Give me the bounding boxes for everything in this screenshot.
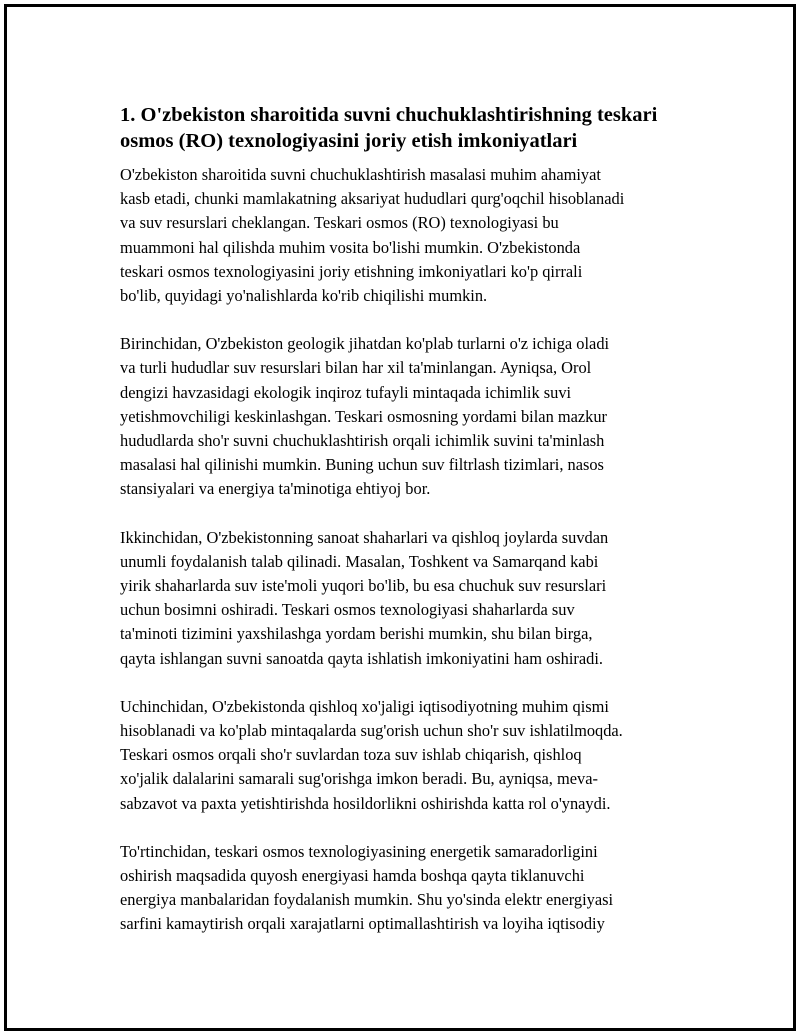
- paragraph-third: Uchinchidan, O'zbekistonda qishloq xo'jaligi iqtisodiyotning muhim qismi hisoblanadi va ko'plab mintaqalarda sug'orish uchun sho'r suv ishlatilmoqda. Teskari osmos orqali sho'r suvlardan toza suv ishlab chiqarish, qishloq xo'jalik dalalarini samarali sug'orishga imkon beradi. Bu, ayniqsa, meva- sabzavot va paxta yetishtirishda hosildorlikni oshirishda katta rol o'ynaydi.: [120, 696, 623, 813]
- paragraph-fourth: To'rtinchidan, teskari osmos texnologiyasining energetik samaradorligini oshirish maqsadida quyosh energiyasi hamda boshqa qayta tiklanuvchi energiya manbalaridan foydalanish mumkin. Shu yo'sinda elektr energiyasi sarfini kamaytirish orqali xarajatlarni optimallashtirish va loyiha iqtisodiy: [120, 841, 614, 934]
- page-frame: [4, 4, 796, 1031]
- paragraph-first: Birinchidan, O'zbekiston geologik jihatdan ko'plab turlarni o'z ichiga oladi va turli hududlar suv resurslari bilan har xil ta'minlangan. Ayniqsa, Orol dengizi havzasidagi ekologik inqiroz tufayli mintaqada ichimlik suvi yetishmovchiligi keskinlashgan. Teskari osmosning yordami bilan mazkur hududlarda sho'r suvni chuchuklashtirish orqali ichimlik suvini ta'minlash masalasi hal qilinishi mumkin. Buning uchun suv filtrlash tizimlari, nasos stansiyalari va energiya ta'minotiga ehtiyoj bor.: [120, 334, 610, 499]
- paragraph-intro: O'zbekiston sharoitida suvni chuchuklashtirish masalasi muhim ahamiyat kasb etadi, chunki mamlakatning aksariyat hududlari qurg'oqchil hisoblanadi va suv resurslari cheklangan. Teskari osmos (RO) texnologiyasi bu muammoni hal qilishda muhim vosita bo'lishi mumkin. O'zbekistonda teskari osmos texnologiyasini joriy etishning imkoniyatlari ko'p qirrali bo'lib, quyidagi yo'nalishlarda ko'rib chiqilishi mumkin.: [120, 165, 625, 306]
- paragraph-second: Ikkinchidan, O'zbekistonning sanoat shaharlari va qishloq joylarda suvdan unumli foydalanish talab qilinadi. Masalan, Toshkent va Samarqand kabi yirik shaharlarda suv iste'moli yuqori bo'lib, bu esa chuchuk suv resurslari uchun bosimni oshiradi. Teskari osmos texnologiyasi shaharlarda suv ta'minoti tizimini yaxshilashga yordam berishi mumkin, shu bilan birga, qayta ishlangan suvni sanoatda qayta ishlatish imkoniyatini ham oshiradi.: [120, 527, 609, 668]
- section-title: 1. O'zbekiston sharoitida suvni chuchuklashtirishning teskari osmos (RO) texnologiyasini joriy etish imkoniyatlari: [120, 104, 658, 152]
- document-content: [120, 102, 705, 961]
